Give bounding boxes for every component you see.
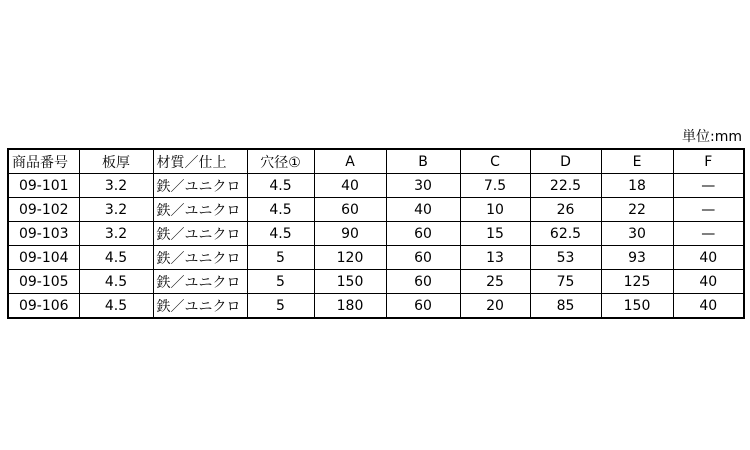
unit-label: 単位:mm bbox=[682, 129, 742, 145]
cell-plate-thickness: 3.2 bbox=[79, 198, 153, 222]
cell-dim-e: 125 bbox=[601, 270, 673, 294]
cell-plate-thickness: 3.2 bbox=[79, 174, 153, 198]
header-dim-b: B bbox=[386, 149, 460, 174]
cell-product-number: 09-106 bbox=[8, 294, 79, 319]
cell-dim-b: 60 bbox=[386, 222, 460, 246]
cell-dim-f: 40 bbox=[673, 246, 744, 270]
cell-dim-b: 60 bbox=[386, 246, 460, 270]
cell-material-finish: 鉄／ユニクロ bbox=[153, 246, 247, 270]
cell-dim-a: 180 bbox=[314, 294, 386, 319]
table-row bbox=[8, 222, 744, 246]
cell-material-finish: 鉄／ユニクロ bbox=[153, 174, 247, 198]
cell-dim-b: 60 bbox=[386, 270, 460, 294]
cell-hole-diameter: 5 bbox=[247, 270, 314, 294]
cell-dim-c: 20 bbox=[460, 294, 530, 319]
header-dim-f: F bbox=[673, 149, 744, 174]
cell-dim-d: 22.5 bbox=[530, 174, 601, 198]
cell-dim-e: 22 bbox=[601, 198, 673, 222]
cell-dim-e: 150 bbox=[601, 294, 673, 319]
cell-hole-diameter: 4.5 bbox=[247, 174, 314, 198]
header-product-number: 商品番号 bbox=[8, 149, 79, 174]
header-dim-a: A bbox=[314, 149, 386, 174]
cell-dim-c: 13 bbox=[460, 246, 530, 270]
cell-dim-d: 26 bbox=[530, 198, 601, 222]
cell-dim-f: — bbox=[673, 198, 744, 222]
table-header-row bbox=[8, 149, 744, 174]
cell-product-number: 09-105 bbox=[8, 270, 79, 294]
cell-dim-d: 62.5 bbox=[530, 222, 601, 246]
header-plate-thickness: 板厚 bbox=[79, 149, 153, 174]
cell-product-number: 09-102 bbox=[8, 198, 79, 222]
cell-plate-thickness: 4.5 bbox=[79, 294, 153, 319]
cell-dim-e: 18 bbox=[601, 174, 673, 198]
cell-plate-thickness: 4.5 bbox=[79, 270, 153, 294]
cell-dim-f: 40 bbox=[673, 294, 744, 319]
cell-dim-f: — bbox=[673, 222, 744, 246]
cell-dim-c: 7.5 bbox=[460, 174, 530, 198]
cell-product-number: 09-104 bbox=[8, 246, 79, 270]
table-row bbox=[8, 270, 744, 294]
header-dim-d: D bbox=[530, 149, 601, 174]
cell-dim-b: 30 bbox=[386, 174, 460, 198]
cell-dim-c: 25 bbox=[460, 270, 530, 294]
table-row bbox=[8, 174, 744, 198]
cell-material-finish: 鉄／ユニクロ bbox=[153, 198, 247, 222]
header-dim-c: C bbox=[460, 149, 530, 174]
cell-dim-d: 85 bbox=[530, 294, 601, 319]
cell-hole-diameter: 4.5 bbox=[247, 198, 314, 222]
header-hole-diameter: 穴径① bbox=[247, 149, 314, 174]
cell-dim-a: 150 bbox=[314, 270, 386, 294]
header-dim-e: E bbox=[601, 149, 673, 174]
cell-dim-d: 53 bbox=[530, 246, 601, 270]
cell-product-number: 09-101 bbox=[8, 174, 79, 198]
cell-dim-f: — bbox=[673, 174, 744, 198]
cell-dim-f: 40 bbox=[673, 270, 744, 294]
table-row bbox=[8, 294, 744, 319]
cell-dim-a: 60 bbox=[314, 198, 386, 222]
cell-dim-e: 93 bbox=[601, 246, 673, 270]
cell-dim-a: 90 bbox=[314, 222, 386, 246]
cell-material-finish: 鉄／ユニクロ bbox=[153, 270, 247, 294]
cell-material-finish: 鉄／ユニクロ bbox=[153, 222, 247, 246]
spec-table bbox=[7, 148, 745, 319]
cell-dim-c: 15 bbox=[460, 222, 530, 246]
header-material-finish: 材質／仕上 bbox=[153, 149, 247, 174]
cell-hole-diameter: 5 bbox=[247, 294, 314, 319]
cell-dim-b: 60 bbox=[386, 294, 460, 319]
cell-dim-b: 40 bbox=[386, 198, 460, 222]
cell-hole-diameter: 5 bbox=[247, 246, 314, 270]
cell-material-finish: 鉄／ユニクロ bbox=[153, 294, 247, 319]
table-row bbox=[8, 198, 744, 222]
cell-plate-thickness: 4.5 bbox=[79, 246, 153, 270]
cell-dim-a: 120 bbox=[314, 246, 386, 270]
cell-dim-a: 40 bbox=[314, 174, 386, 198]
cell-hole-diameter: 4.5 bbox=[247, 222, 314, 246]
cell-dim-d: 75 bbox=[530, 270, 601, 294]
cell-product-number: 09-103 bbox=[8, 222, 79, 246]
table-row bbox=[8, 246, 744, 270]
cell-dim-e: 30 bbox=[601, 222, 673, 246]
cell-plate-thickness: 3.2 bbox=[79, 222, 153, 246]
cell-dim-c: 10 bbox=[460, 198, 530, 222]
